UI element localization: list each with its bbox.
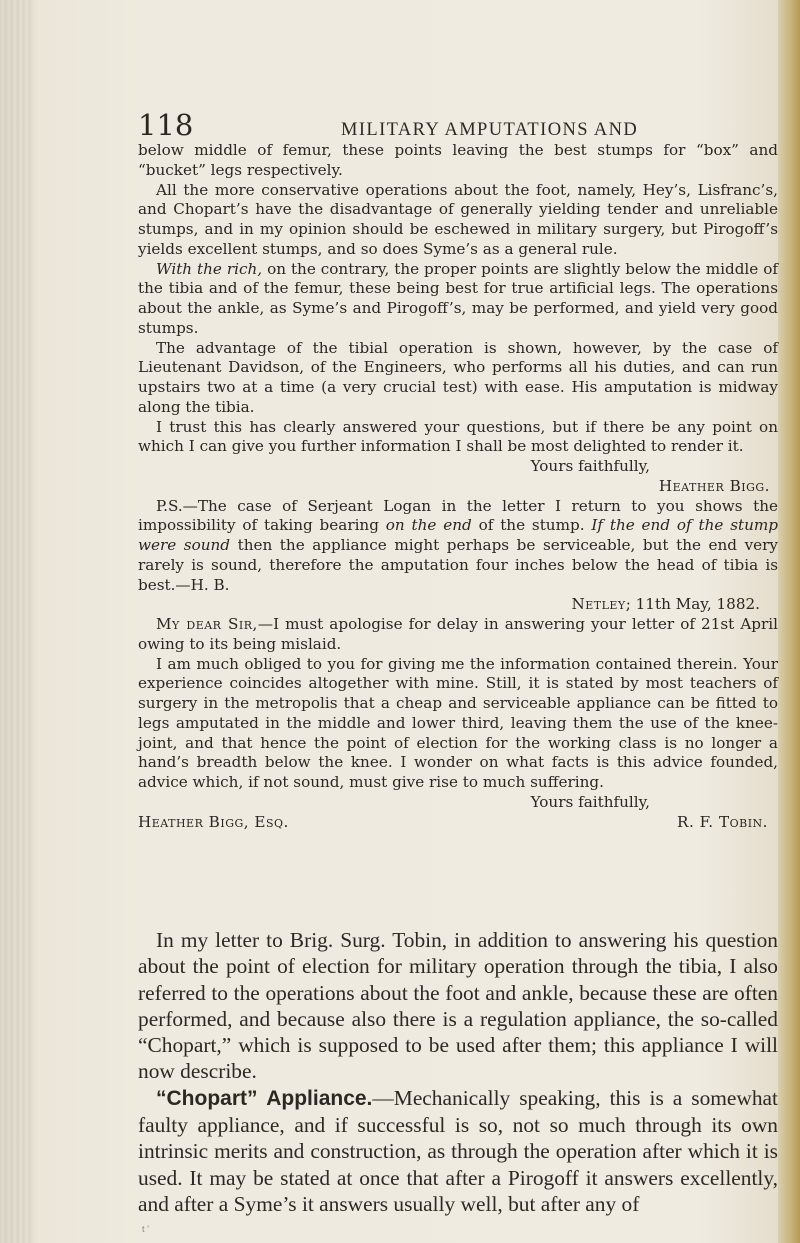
letter1-closing: Yours faithfully, [530, 457, 650, 475]
letter2-paragraph-2: I am much obliged to you for giving me the information contained therein. Your experience coincides altogether with mine. Still, it is stated by most teachers of surgery in the metropolis that a cheap and serviceable appliance can be fitted to legs amputated in the middle and lower third, leaving them the use of the knee-joint, and that hence the point of election for the working class is no longer a hand’s breadth below the knee. I wonder on what facts is this advice founded, advice which, if not sound, must give rise to much suffering. [138, 654, 778, 791]
letter1-paragraph-1: below middle of femur, these points leaving the best stumps for “box” and “bucket” legs respectively. [138, 141, 778, 179]
letter1-postscript [138, 497, 778, 596]
ps-text-e: then the appliance might perhaps be serviceable, but the end very rarely is sound, therefore the amputation four inches below the head of tibia is best.—H. B. [138, 536, 778, 594]
letter1-paragraph-3 [138, 260, 778, 339]
letter1-paragraph-4: The advantage of the tibial operation is shown, however, by the case of Lieutenant Davidson, of the Engineers, who performs all his duties, and can run upstairs two at a time (a very crucial test) with ease. His amputation is midway along the tibia. [138, 338, 778, 416]
ps-italic-d: If the end of the stump were sound [138, 516, 778, 554]
letter2-salutation: My dear Sir, [156, 615, 258, 633]
letter2-dateline [138, 595, 778, 615]
ps-text-c: of the stump. [471, 516, 592, 535]
page-gutter-shadow [0, 0, 34, 1243]
letter-heather-bigg [138, 141, 778, 832]
letter1-paragraph-2: All the more conservative operations about the foot, namely, Hey’s, Lisfranc’s, and Chopart’s have the disadvantage of generally yielding tender and unreliable stumps, and in my opinion should be eschewed in military surgery, but Pirogoff’s yields excellent stumps, and so does Syme’s as a general rule. [138, 180, 778, 258]
main-text [138, 927, 778, 1217]
letter1-p3-italic-lead: With the rich, [156, 259, 263, 278]
letter2-closing: Yours faithfully, [530, 792, 650, 811]
letter1-p3-rest: on the contrary, the proper points are slightly below the middle of the tibia and of the femur, these being best for true artificial legs. The operations about the ankle, as Syme’s and Pirogoff’s, may be performed, and yield very good stumps. [138, 259, 778, 337]
ps-text-a: P.S.—The case of Serjeant Logan in the letter I return to you shows the impossibility of taking bearing [138, 496, 778, 535]
letter2-place: Netley [571, 595, 626, 614]
letter2-signature: R. F. Tobin. [677, 812, 768, 831]
page-number: 118 [138, 108, 194, 142]
letter2-addressee: Heather Bigg, Esq. [138, 812, 289, 831]
main-paragraph-1: In my letter to Brig. Surg. Tobin, in addition to answering his question about the point of election for military operation through the tibia, I also referred to the operations about the foot and ankle, because these are often performed, and because also there is a regulation appliance, the so-called “Chopart,” which is supposed to be used after them; this appliance I will now describe. [138, 928, 778, 1084]
main-paragraph-2-text: —Mechanically speaking, this is a somewhat faulty appliance, and if successful is so, not so much through its own intrinsic merits and construction, as through the operation after which it is used. It may be stated at once that after a Pirogoff it answers excellently, and after a Syme’s it answers usually well, but after any of [138, 1085, 778, 1216]
letter1-paragraph-5: I trust this has clearly answered your questions, but if there be any point on which I can give you further information I shall be most delighted to render it. [138, 417, 778, 456]
letter1-signature: Heather Bigg. [658, 476, 770, 495]
letter2-signature-line [138, 813, 778, 833]
page-edge-stain [778, 0, 800, 1243]
letter2-paragraph-1 [138, 615, 778, 655]
stray-print-mark: t ’ [142, 1224, 150, 1234]
ps-italic-b: on the end [385, 516, 472, 535]
running-head: MILITARY AMPUTATIONS AND [341, 120, 639, 140]
main-paragraph-2 [138, 1085, 778, 1217]
letter2-date: ; 11th May, 1882. [625, 595, 760, 614]
section-heading-chopart: “Chopart” Appliance. [156, 1086, 373, 1110]
letter2-p1-text: —I must apologise for delay in answering your letter of 21st April owing to its being mislaid. [138, 615, 778, 653]
